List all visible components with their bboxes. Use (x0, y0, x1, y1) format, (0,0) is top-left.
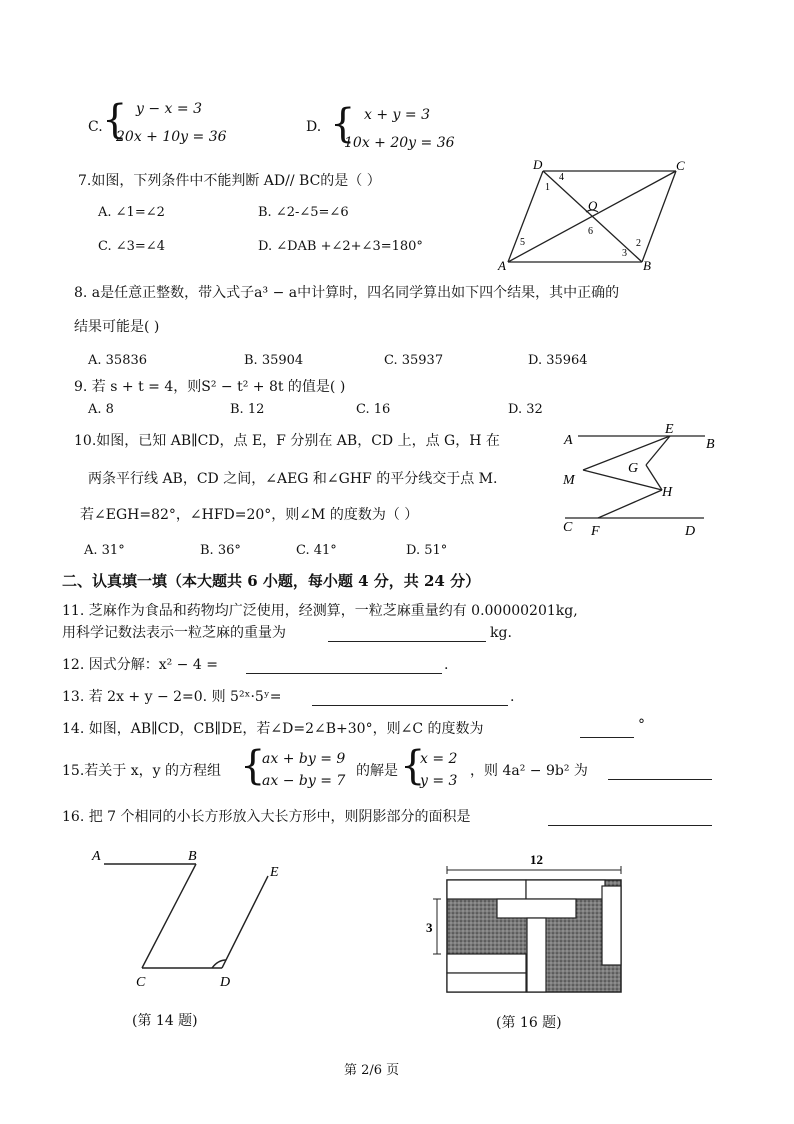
q8-stem-line2: 结果可能是( ) (74, 319, 160, 335)
q9-option-b: B. 12 (230, 402, 265, 417)
q7-angle-5: 5 (520, 237, 525, 248)
q16-text: 16. 把 7 个相同的小长方形放入大长方形中，则阴影部分的面积是 (62, 809, 471, 825)
q9-option-a: A. 8 (88, 402, 114, 417)
q12-text: 12. 因式分解：x² − 4 = (62, 657, 218, 673)
q6-option-d-label: D. (306, 119, 322, 135)
q7-label-d: D (533, 157, 543, 172)
fig14-label-e: E (270, 865, 279, 880)
q7-stem: 7.如图，下列条件中不能判断 AD// BC的是（ ） (78, 173, 381, 189)
q7-label-b: B (643, 258, 651, 273)
q10-option-c: C. 41° (296, 543, 337, 558)
fig14-label-a: A (92, 849, 101, 864)
q7-angle-3: 3 (622, 248, 627, 259)
q10-label-m: M (563, 473, 575, 488)
q7-option-d: D. ∠DAB +∠2+∠3=180° (258, 239, 423, 254)
q15-suffix: ，则 4a² − 9b² 为 (470, 763, 588, 779)
fig14-caption: (第 14 题) (132, 1013, 198, 1029)
q7-angle-6: 6 (588, 226, 593, 237)
fig14-label-c: C (136, 975, 146, 990)
fig14-label-d: D (220, 975, 231, 990)
q14-text: 14. 如图，AB∥CD，CB∥DE，若∠D=2∠B+30°，则∠C 的度数为 (62, 721, 484, 737)
q7-option-c: C. ∠3=∠4 (98, 239, 165, 254)
q11-unit: kg. (490, 625, 512, 641)
q15-prefix: 15.若关于 x，y 的方程组 (62, 763, 221, 779)
page-footer: 第 2/6 页 (344, 1063, 400, 1078)
q9-option-d: D. 32 (508, 402, 543, 417)
q10-label-h: H (662, 485, 673, 500)
q7-angle-2: 2 (636, 238, 641, 249)
section2-title: 二、认真填一填（本大题共 6 小题，每小题 4 分，共 24 分） (62, 572, 481, 590)
q10-line3: 若∠EGH=82°，∠HFD=20°，则∠M 的度数为（ ） (80, 507, 419, 523)
fig16-height-label: 3 (426, 920, 433, 935)
q10-label-g: G (628, 461, 639, 476)
q10-label-d: D (685, 524, 696, 539)
q15-eq1: ax + by = 9 (262, 751, 346, 767)
q6-option-c-brace: { (102, 97, 128, 143)
q10-label-a: A (564, 433, 573, 448)
q10-option-a: A. 31° (84, 543, 125, 558)
q7-angle-4: 4 (559, 172, 564, 183)
q13-text: 13. 若 2x + y − 2=0. 则 5²ˣ·5ʸ= (62, 689, 282, 705)
q15-sol2: y = 3 (420, 773, 458, 789)
q11-line2: 用科学记数法表示一粒芝麻的重量为 (62, 625, 286, 641)
fig14-label-b: B (188, 849, 197, 864)
q7-label-c: C (676, 158, 685, 173)
q14-end: ° (638, 717, 645, 733)
q10-label-e: E (665, 422, 674, 437)
q6-option-c-label: C. (88, 119, 103, 135)
q10-option-d: D. 51° (406, 543, 448, 558)
q8-option-d: D. 35964 (528, 353, 588, 368)
q12-end: . (444, 657, 449, 673)
q8-option-c: C. 35937 (384, 353, 444, 368)
q10-label-f: F (591, 524, 600, 539)
q10-option-b: B. 36° (200, 543, 241, 558)
q8-option-b: B. 35904 (244, 353, 304, 368)
q7-label-a: A (498, 258, 506, 273)
q10-label-b: B (706, 437, 715, 452)
fig16-width-label: 12 (530, 852, 543, 867)
q6-option-d-brace: { (330, 101, 356, 147)
q9-stem: 9. 若 s + t = 4，则S² − t² + 8t 的值是( ) (74, 379, 346, 395)
q15-sol1: x = 2 (420, 751, 458, 767)
q7-option-a: A. ∠1=∠2 (98, 205, 165, 220)
q9-option-c: C. 16 (356, 402, 391, 417)
q7-option-b: B. ∠2-∠5=∠6 (258, 205, 349, 220)
q10-label-c: C (563, 520, 573, 535)
q15-system-brace: { (240, 743, 266, 789)
q10-line1: 10.如图，已知 AB∥CD，点 E，F 分别在 AB，CD 上，点 G，H 在 (74, 433, 500, 449)
q15-mid: 的解是 (356, 763, 398, 779)
q7-angle-1: 1 (545, 182, 550, 193)
q7-label-o: O (588, 198, 598, 213)
q11-line1: 11. 芝麻作为食品和药物均广泛使用，经测算，一粒芝麻重量约有 0.00000201kg, (62, 603, 578, 619)
q6-option-c-eq2: 20x + 10y = 36 (116, 129, 227, 145)
q6-option-c-eq1: y − x = 3 (136, 101, 202, 117)
q15-solution-brace: { (400, 743, 426, 789)
fig16-caption: (第 16 题) (496, 1015, 562, 1031)
q8-option-a: A. 35836 (88, 353, 148, 368)
q8-stem: 8. a是任意正整数，带入式子a³ − a中计算时，四名同学算出如下四个结果，其中正确的 (74, 285, 620, 301)
q10-line2: 两条平行线 AB，CD 之间，∠AEG 和∠GHF 的平分线交于点 M. (88, 471, 498, 487)
q6-option-d-eq1: x + y = 3 (364, 107, 430, 123)
q6-option-d-eq2: 10x + 20y = 36 (344, 135, 455, 151)
q15-eq2: ax − by = 7 (262, 773, 346, 789)
q13-end: . (510, 689, 515, 705)
